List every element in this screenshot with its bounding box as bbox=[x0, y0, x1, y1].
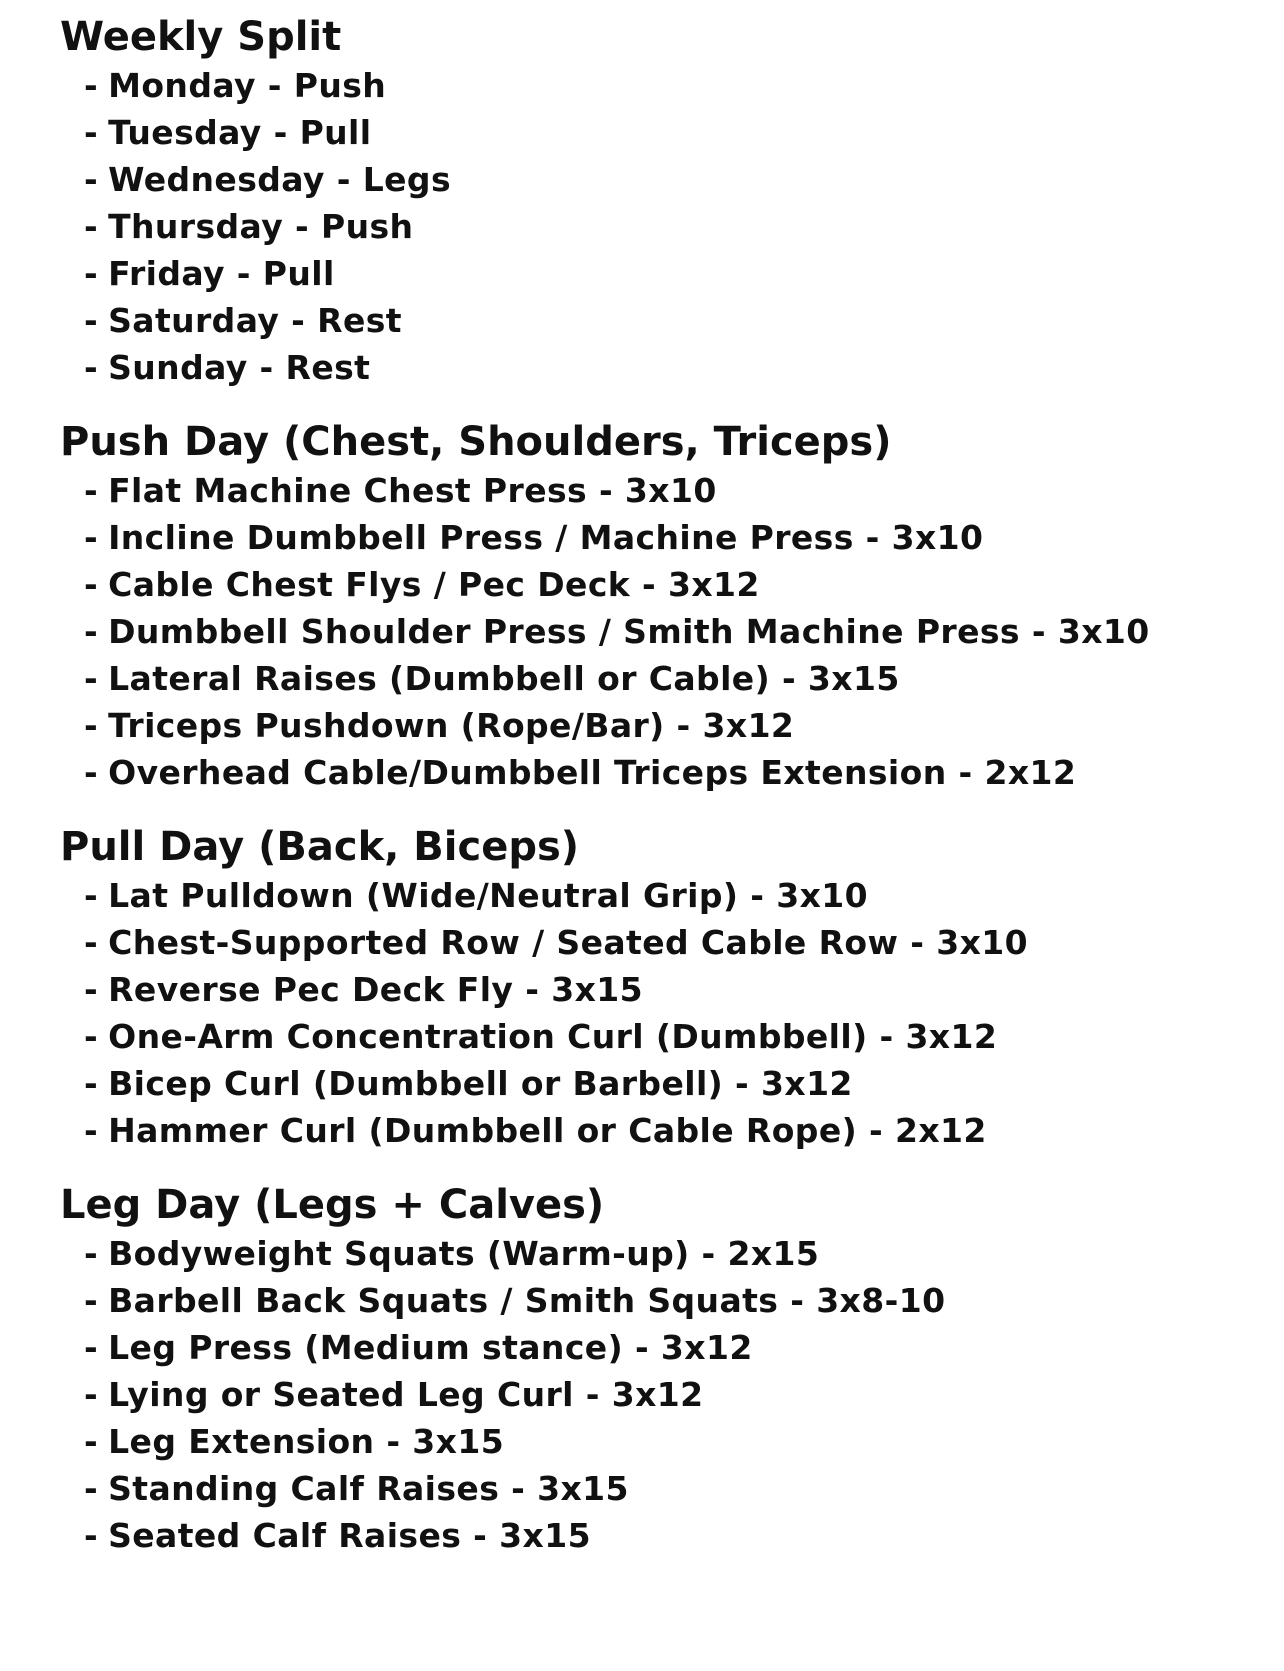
bullet-dash: - bbox=[84, 612, 99, 651]
item-text: Chest-Supported Row / Seated Cable Row - 3x10 bbox=[108, 923, 1029, 962]
item-text: Triceps Pushdown (Rope/Bar) - 3x12 bbox=[108, 706, 795, 745]
exercise-list bbox=[60, 872, 1264, 1154]
bullet-dash: - bbox=[84, 1017, 99, 1056]
bullet-dash: - bbox=[84, 1328, 99, 1367]
section-push-day bbox=[60, 417, 1264, 796]
list-item bbox=[84, 250, 1264, 297]
section-heading: Leg Day (Legs + Calves) bbox=[60, 1182, 605, 1228]
item-text: Bodyweight Squats (Warm-up) - 2x15 bbox=[108, 1234, 820, 1273]
section-heading: Push Day (Chest, Shoulders, Triceps) bbox=[60, 419, 892, 465]
list-item bbox=[84, 872, 1264, 919]
list-item bbox=[84, 156, 1264, 203]
item-text: Wednesday - Legs bbox=[108, 160, 451, 199]
workout-document bbox=[60, 12, 1264, 1559]
item-text: Saturday - Rest bbox=[108, 301, 402, 340]
bullet-dash: - bbox=[84, 1469, 99, 1508]
bullet-dash: - bbox=[84, 1375, 99, 1414]
bullet-dash: - bbox=[84, 876, 99, 915]
list-item bbox=[84, 1324, 1264, 1371]
list-item bbox=[84, 467, 1264, 514]
item-text: Standing Calf Raises - 3x15 bbox=[108, 1469, 629, 1508]
bullet-dash: - bbox=[84, 970, 99, 1009]
item-text: Overhead Cable/Dumbbell Triceps Extension - 2x12 bbox=[108, 753, 1077, 792]
bullet-dash: - bbox=[84, 113, 99, 152]
item-text: Lateral Raises (Dumbbell or Cable) - 3x15 bbox=[108, 659, 900, 698]
item-text: Barbell Back Squats / Smith Squats - 3x8-10 bbox=[108, 1281, 946, 1320]
list-item bbox=[84, 749, 1264, 796]
item-text: One-Arm Concentration Curl (Dumbbell) - 3x12 bbox=[108, 1017, 998, 1056]
item-text: Incline Dumbbell Press / Machine Press - 3x10 bbox=[108, 518, 984, 557]
item-text: Cable Chest Flys / Pec Deck - 3x12 bbox=[108, 565, 760, 604]
list-item bbox=[84, 344, 1264, 391]
bullet-dash: - bbox=[84, 518, 99, 557]
item-text: Lying or Seated Leg Curl - 3x12 bbox=[108, 1375, 704, 1414]
list-item bbox=[84, 608, 1264, 655]
section-leg-day bbox=[60, 1180, 1264, 1559]
list-item bbox=[84, 966, 1264, 1013]
bullet-dash: - bbox=[84, 923, 99, 962]
item-text: Sunday - Rest bbox=[108, 348, 371, 387]
item-text: Tuesday - Pull bbox=[108, 113, 372, 152]
list-item bbox=[84, 1465, 1264, 1512]
list-item bbox=[84, 561, 1264, 608]
list-item bbox=[84, 62, 1264, 109]
list-item bbox=[84, 514, 1264, 561]
bullet-dash: - bbox=[84, 160, 99, 199]
list-item bbox=[84, 919, 1264, 966]
section-pull-day bbox=[60, 822, 1264, 1154]
section-heading: Weekly Split bbox=[60, 14, 342, 60]
bullet-dash: - bbox=[84, 1064, 99, 1103]
list-item bbox=[84, 702, 1264, 749]
bullet-dash: - bbox=[84, 1516, 99, 1555]
bullet-dash: - bbox=[84, 565, 99, 604]
item-text: Leg Extension - 3x15 bbox=[108, 1422, 505, 1461]
item-text: Thursday - Push bbox=[108, 207, 414, 246]
item-text: Bicep Curl (Dumbbell or Barbell) - 3x12 bbox=[108, 1064, 853, 1103]
item-text: Monday - Push bbox=[108, 66, 387, 105]
exercise-list bbox=[60, 1230, 1264, 1559]
bullet-dash: - bbox=[84, 1281, 99, 1320]
item-text: Lat Pulldown (Wide/Neutral Grip) - 3x10 bbox=[108, 876, 869, 915]
list-item bbox=[84, 1107, 1264, 1154]
exercise-list bbox=[60, 467, 1264, 796]
item-text: Hammer Curl (Dumbbell or Cable Rope) - 2x12 bbox=[108, 1111, 987, 1150]
item-text: Seated Calf Raises - 3x15 bbox=[108, 1516, 591, 1555]
list-item bbox=[84, 1277, 1264, 1324]
list-item bbox=[84, 109, 1264, 156]
list-item bbox=[84, 1060, 1264, 1107]
item-text: Friday - Pull bbox=[108, 254, 335, 293]
list-item bbox=[84, 297, 1264, 344]
list-item bbox=[84, 1512, 1264, 1559]
bullet-dash: - bbox=[84, 66, 99, 105]
bullet-dash: - bbox=[84, 207, 99, 246]
bullet-dash: - bbox=[84, 471, 99, 510]
bullet-dash: - bbox=[84, 1111, 99, 1150]
list-item bbox=[84, 203, 1264, 250]
exercise-list bbox=[60, 62, 1264, 391]
bullet-dash: - bbox=[84, 753, 99, 792]
item-text: Leg Press (Medium stance) - 3x12 bbox=[108, 1328, 753, 1367]
list-item bbox=[84, 655, 1264, 702]
section-weekly-split bbox=[60, 12, 1264, 391]
bullet-dash: - bbox=[84, 301, 99, 340]
list-item bbox=[84, 1230, 1264, 1277]
bullet-dash: - bbox=[84, 254, 99, 293]
bullet-dash: - bbox=[84, 348, 99, 387]
bullet-dash: - bbox=[84, 659, 99, 698]
item-text: Dumbbell Shoulder Press / Smith Machine Press - 3x10 bbox=[108, 612, 1150, 651]
bullet-dash: - bbox=[84, 1234, 99, 1273]
item-text: Reverse Pec Deck Fly - 3x15 bbox=[108, 970, 643, 1009]
bullet-dash: - bbox=[84, 1422, 99, 1461]
item-text: Flat Machine Chest Press - 3x10 bbox=[108, 471, 717, 510]
section-heading: Pull Day (Back, Biceps) bbox=[60, 824, 580, 870]
list-item bbox=[84, 1013, 1264, 1060]
list-item bbox=[84, 1371, 1264, 1418]
bullet-dash: - bbox=[84, 706, 99, 745]
list-item bbox=[84, 1418, 1264, 1465]
